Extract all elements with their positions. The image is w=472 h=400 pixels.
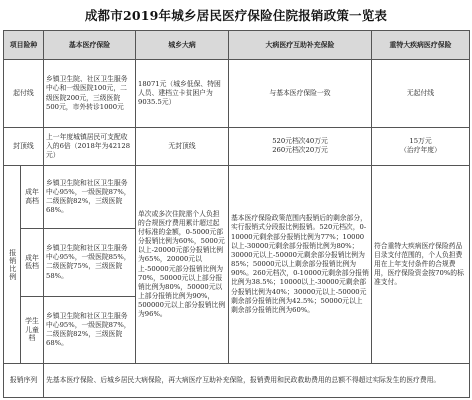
threshold-basic: 乡镇卫生院、社区卫生服务中心和一级医院100元，二级医院200元，三级医院500元，市外转诊1000元 xyxy=(44,60,136,128)
cap-supplement-line1: 520元档次40万元 xyxy=(272,137,328,146)
row-ratio-adult-high xyxy=(4,166,470,229)
child-basic: 乡镇卫生院和社区卫生服务中心95%，一级医院87%，二级医院82%，三级医院68%。 xyxy=(44,296,136,364)
row-order xyxy=(4,364,470,398)
row-cap xyxy=(4,127,470,165)
header-major: 重特大疾病医疗保险 xyxy=(372,31,470,60)
ratio-major: 符合重特大疾病医疗保险药品目录支付范围的，个人负担费用在上年支付条件的合规费用，医疗保险资金按70%的标准支付。 xyxy=(372,166,470,364)
cap-major xyxy=(372,127,470,165)
policy-table xyxy=(3,30,470,398)
cap-label: 封顶线 xyxy=(4,127,44,165)
cap-supplement xyxy=(229,127,372,165)
ratio-serious: 单次或多次住院需个人负担的合规医疗费用累计超过起付标准的金额，0-5000元部分报销比例为60%，5000元以上-20000元部分报销比例为65%，20000元以上-50000元部分报销比例为70%，50000元以上部分报销比例为80%，50000元以上部分报销比例为90%，500000元以上部分报销比例为96%。 xyxy=(136,166,229,364)
adult-low-basic: 乡镇卫生院和社区卫生服务中心95%，一级医院85%，二级医院75%，三级医院58%。 xyxy=(44,229,136,297)
page-title: 成都市2019年城乡居民医疗保险住院报销政策一览表 xyxy=(84,8,388,23)
threshold-label: 起付线 xyxy=(4,60,44,128)
threshold-supplement: 与基本医疗保险一致 xyxy=(229,60,372,128)
order-label: 报销序列 xyxy=(4,364,44,398)
cap-basic: 上一年度城镇居民可支配收入的6倍（2018年为42128元） xyxy=(44,127,136,165)
cap-major-line1: 15万元 xyxy=(409,137,432,146)
cap-serious: 无封顶线 xyxy=(136,127,229,165)
ratio-label-cell xyxy=(4,166,21,364)
child-label: 学生儿童档 xyxy=(21,296,44,364)
row-threshold xyxy=(4,60,470,128)
header-item: 项目险种 xyxy=(4,31,44,60)
ratio-label: 报销比例 xyxy=(8,248,17,281)
threshold-major: 无起付线 xyxy=(372,60,470,128)
ratio-supplement: 基本医疗保险政策范围内报销后的剩余部分，实行报销式分段报比例报销。520元档次，0-10000元剩余部分报销比例为77%；10000以上-30000元剩余部分报销比例为80%；30000元以上-50000元剩余部分报销比例为85%；50000元以上剩余部分报销比例为90%。260元档次，0-10000元剩余部分报销比例为38.5%；10000以上-30000元剩余部分报销比例为40%；30000元以上-50000元剩余部分报销比例为42.5%；50000元以上剩余部分报销比例为60%。 xyxy=(229,166,372,364)
order-text: 先基本医疗保险、后城乡居民大病保险，再大病医疗互助补充保险，报销费用和民政救助费用的总额不得超过实际发生的医疗费用。 xyxy=(44,364,470,398)
header-serious: 城乡大病 xyxy=(136,31,229,60)
header-supplement: 大病医疗互助补充保险 xyxy=(229,31,372,60)
threshold-serious: 18071元（城乡低保、特困人员、建档立卡贫困户为9035.5元） xyxy=(136,60,229,128)
header-basic: 基本医疗保险 xyxy=(44,31,136,60)
cap-supplement-line2: 260元档次20万元 xyxy=(272,146,328,155)
header-row xyxy=(4,31,470,60)
cap-major-line2: （治疗年度） xyxy=(400,146,441,155)
adult-high-basic: 乡镇卫生院和社区卫生服务中心95%，一级医院87%，二级医院82%，三级医院68%。 xyxy=(44,166,136,229)
adult-high-label: 成年高档 xyxy=(21,166,44,229)
adult-low-label: 成年低档 xyxy=(21,229,44,297)
